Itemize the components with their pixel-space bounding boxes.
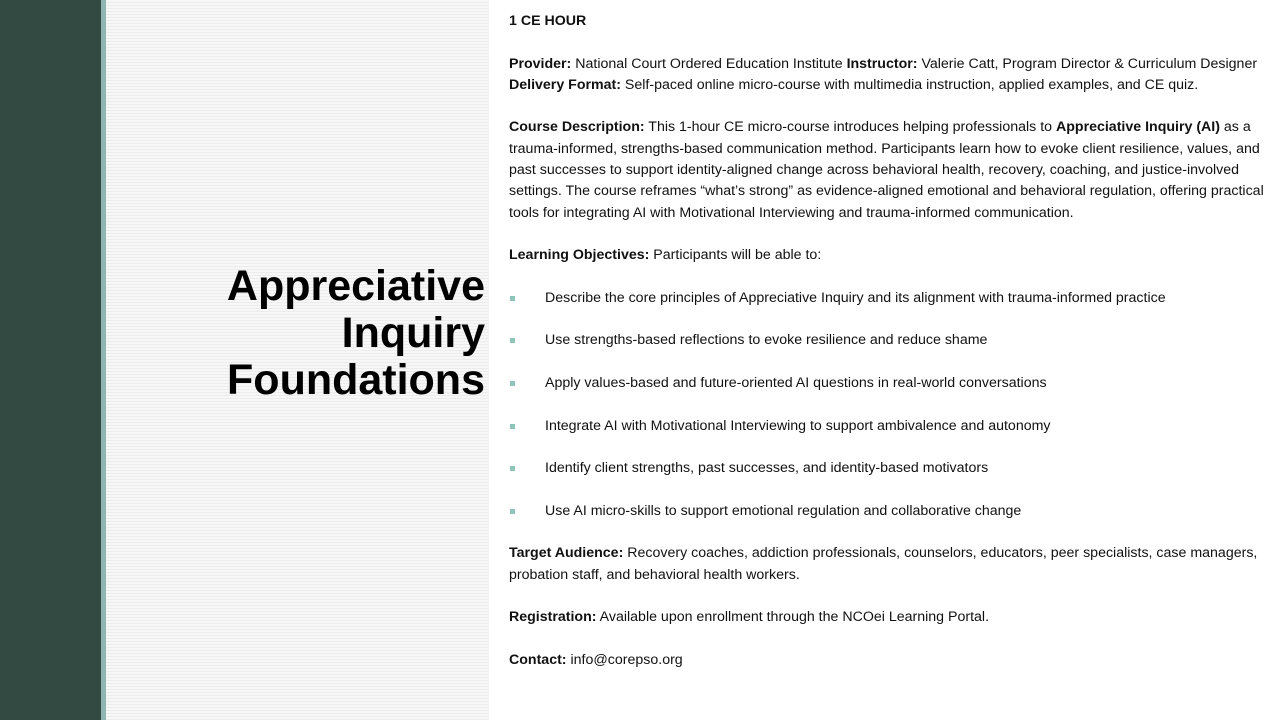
square-bullet-icon — [510, 381, 515, 386]
objective-text: Describe the core principles of Appreciative Inquiry and its alignment with trauma-informed practice — [545, 289, 1166, 306]
objective-text: Identify client strengths, past successes, and identity-based motivators — [545, 460, 989, 477]
ce-hours-text: 1 CE HOUR — [509, 13, 587, 29]
list-item — [509, 501, 1271, 522]
list-item — [509, 288, 1271, 309]
provider-value: National Court Ordered Education Institute — [575, 55, 843, 72]
square-bullet-icon — [510, 466, 515, 471]
description-body: as a trauma-informed, strengths-based communication method. Participants learn how to evoke client resilience, values, and past successes to support identity-aligned change across behavioral health, recovery, coaching, and justice-involved settings. The course reframes “what’s strong” as evidence-aligned emotional and behavioral regulation, offering practical tools for integrating AI with Motivational Interviewing and trauma-informed communication. — [509, 119, 1264, 221]
instructor-value: Valerie Catt, Program Director & Curriculum Designer — [921, 55, 1258, 72]
objectives-intro: Participants will be able to: — [653, 247, 822, 264]
objective-text: Apply values-based and future-oriented AI questions in real-world conversations — [545, 375, 1047, 392]
page-title — [115, 263, 485, 404]
description-label: Course Description: — [509, 119, 645, 136]
list-item — [509, 416, 1271, 437]
title-line-3: Foundations — [227, 356, 485, 404]
contact-email: info@corepso.org — [570, 651, 683, 668]
registration — [509, 607, 1271, 628]
description-intro: This 1-hour CE micro-course introduces helping professionals to — [648, 119, 1053, 136]
target-audience — [509, 543, 1271, 586]
objectives-heading — [509, 245, 1271, 266]
list-item — [509, 330, 1271, 351]
objectives-list — [509, 288, 1271, 522]
registration-value: Available upon enrollment through the NCOei Learning Portal. — [599, 609, 990, 626]
objective-text: Use AI micro-skills to support emotional regulation and collaborative change — [545, 502, 1022, 519]
registration-label: Registration: — [509, 609, 597, 626]
objective-text: Use strengths-based reflections to evoke resilience and reduce shame — [545, 332, 988, 349]
course-details — [509, 11, 1271, 693]
square-bullet-icon — [510, 338, 515, 343]
course-meta — [509, 54, 1271, 97]
audience-value: Recovery coaches, addiction professionals, counselors, educators, peer specialists, case managers, probation staff, and behavioral health workers. — [509, 545, 1258, 583]
title-line-2: Inquiry — [341, 309, 485, 357]
audience-label: Target Audience: — [509, 545, 624, 562]
course-description — [509, 117, 1271, 223]
objectives-label: Learning Objectives: — [509, 247, 650, 264]
contact-label: Contact: — [509, 651, 567, 668]
square-bullet-icon — [510, 296, 515, 301]
provider-label: Provider: — [509, 55, 572, 72]
sidebar-band — [0, 0, 101, 720]
list-item — [509, 373, 1271, 394]
square-bullet-icon — [510, 424, 515, 429]
objective-text: Integrate AI with Motivational Interviewing to support ambivalence and autonomy — [545, 417, 1051, 434]
list-item — [509, 458, 1271, 479]
description-highlight: Appreciative Inquiry (AI) — [1055, 119, 1220, 136]
ce-hours-heading — [509, 11, 1271, 32]
square-bullet-icon — [510, 509, 515, 514]
delivery-value: Self-paced online micro-course with multimedia instruction, applied examples, and CE quiz. — [624, 76, 1199, 93]
instructor-label: Instructor: — [846, 55, 918, 72]
title-line-1: Appreciative — [226, 262, 485, 310]
delivery-label: Delivery Format: — [509, 76, 621, 93]
contact — [509, 650, 1271, 671]
